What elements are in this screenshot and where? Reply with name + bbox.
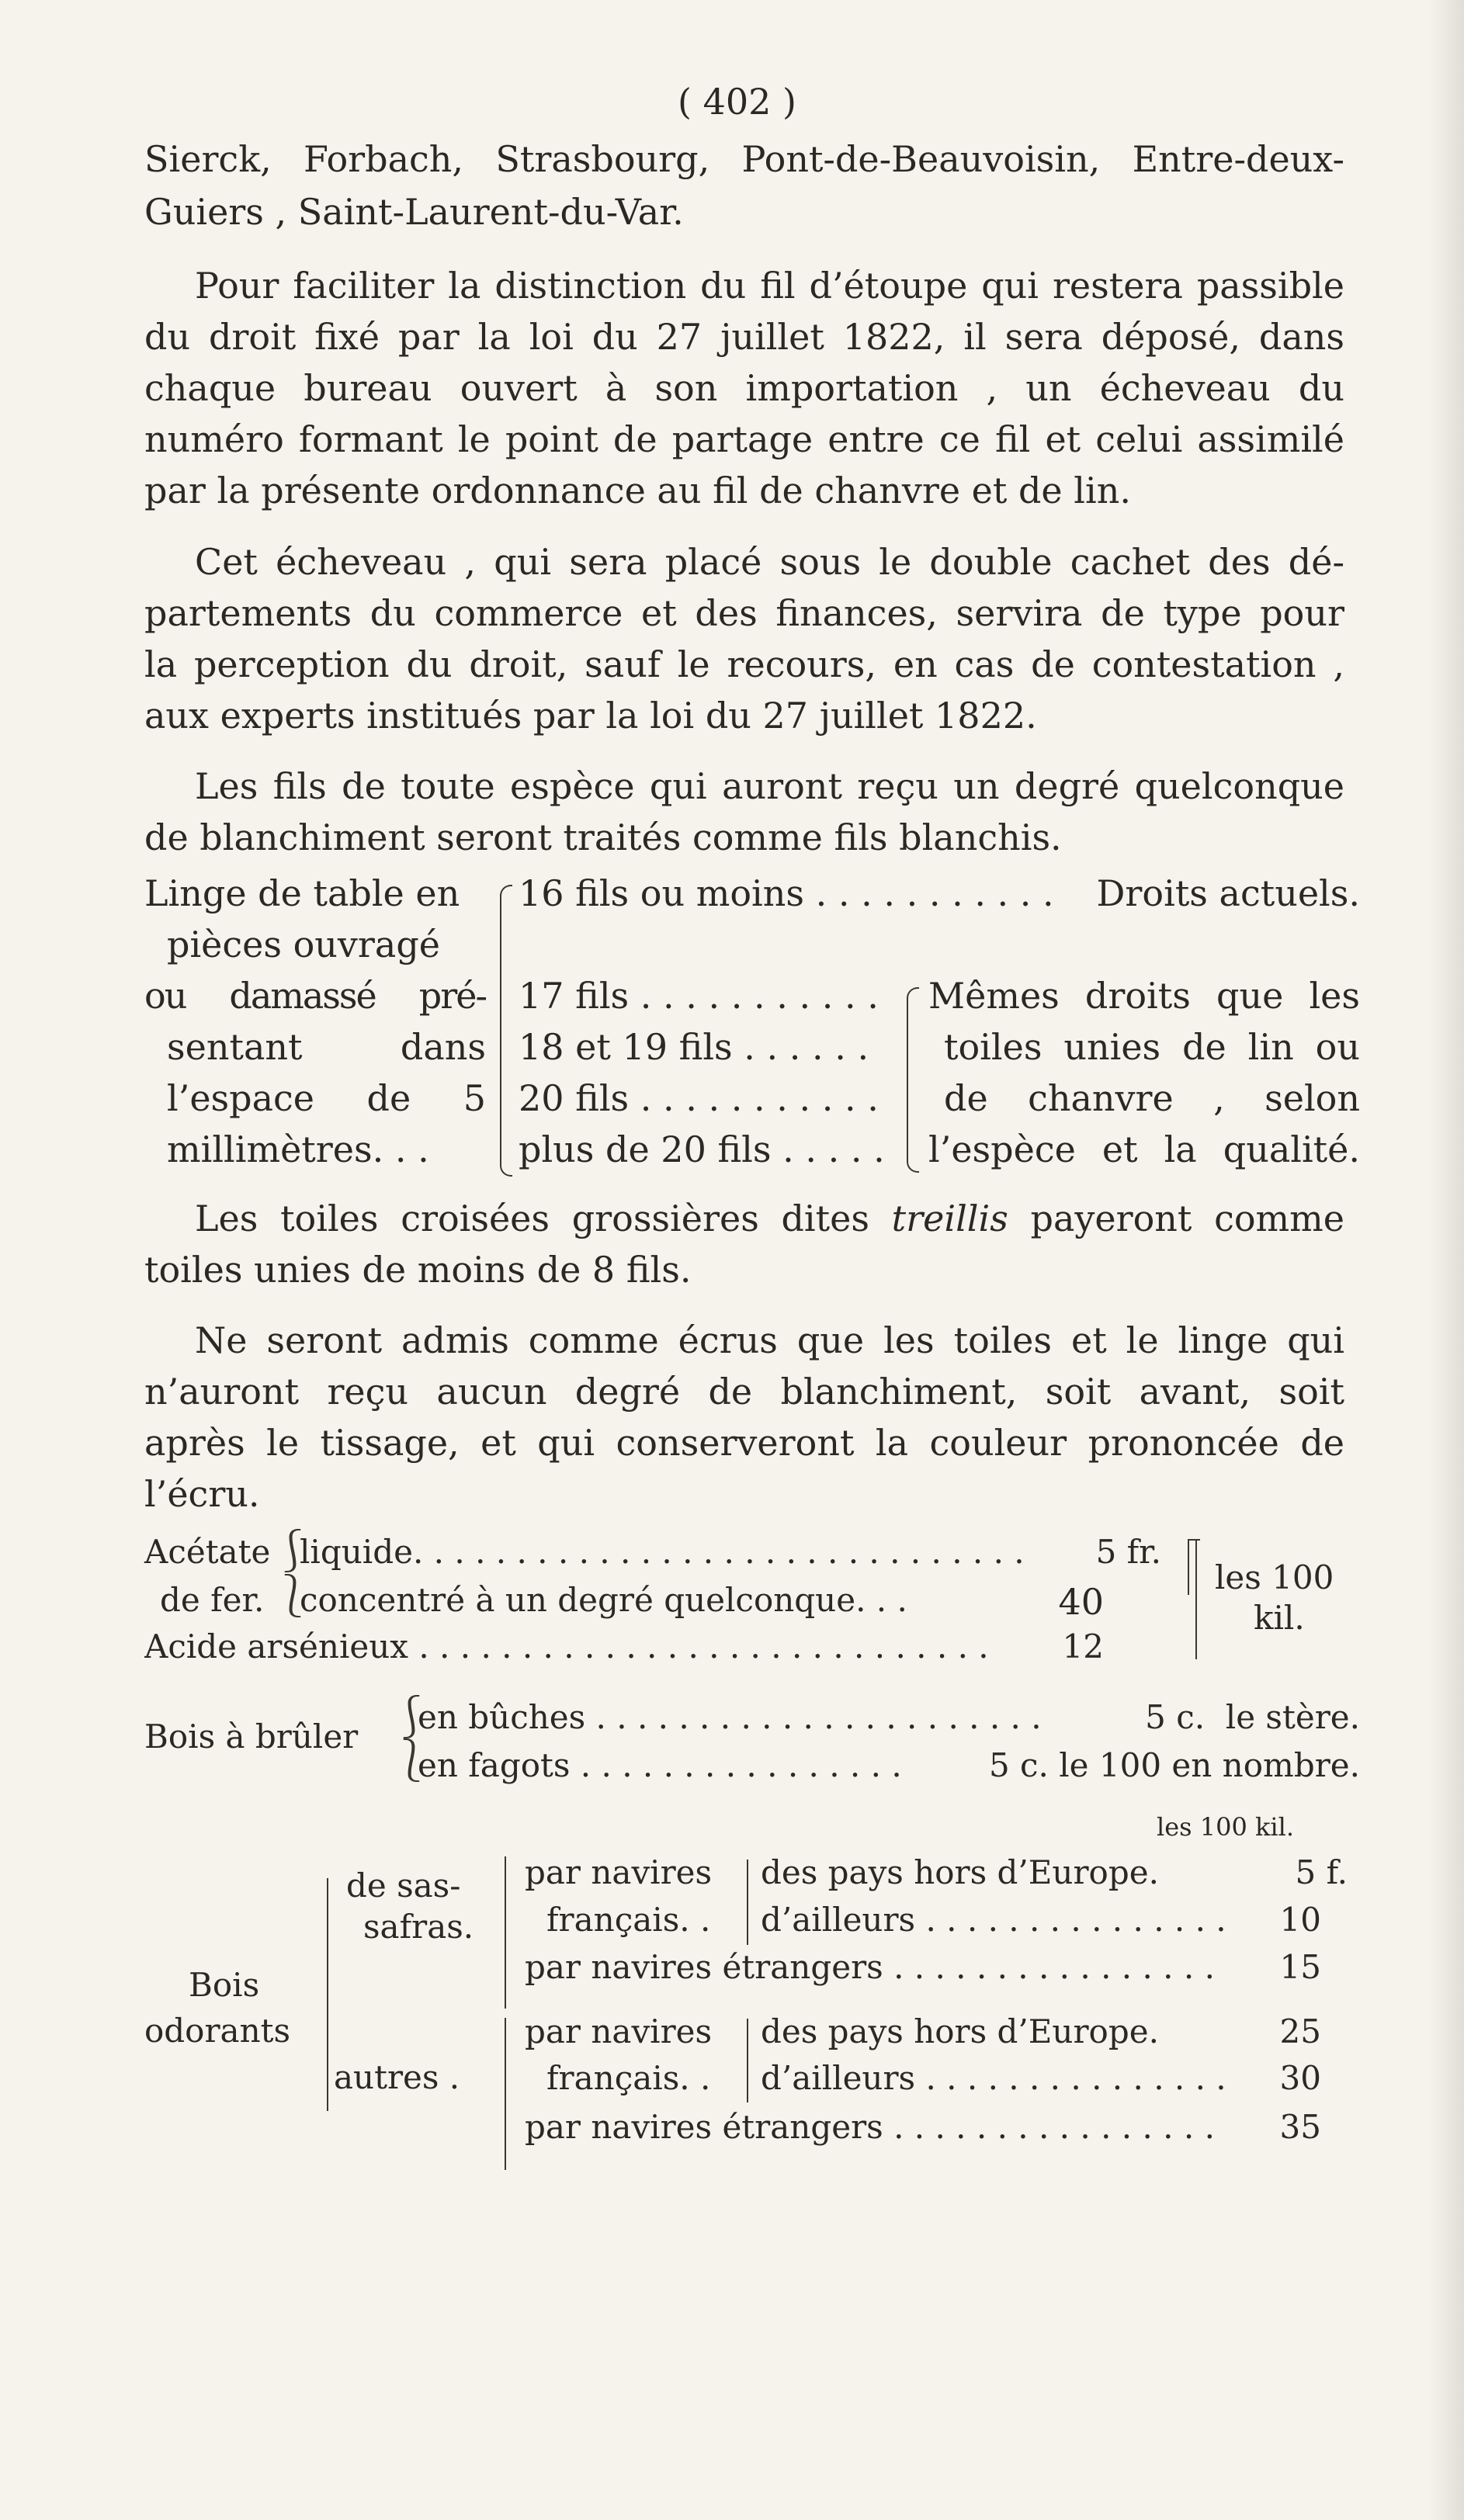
- sassafras-inner-brace: [747, 1860, 748, 1945]
- bois-bruler-value-2: 5 c. le 100 en nombre.: [988, 1746, 1360, 1784]
- acetate-brace-left-b: ⎱: [272, 1572, 314, 1620]
- autres-value-3: 35: [1279, 2108, 1321, 2146]
- bois-odorants-label-1: Bois: [189, 1966, 260, 2004]
- acetate-unit-brace: [1195, 1539, 1197, 1659]
- autres-value-1: 25: [1279, 2012, 1321, 2050]
- para4-line-2: toiles unies de moins de 8 fils.: [144, 1249, 692, 1291]
- page-number: ( 402 ): [678, 81, 796, 123]
- linge-row-1: [519, 872, 1062, 914]
- linge-right-brace-top: [907, 987, 919, 1086]
- linge-row-3-item: 18 et 19 fils . . .: [519, 1026, 883, 1068]
- linge-row-5: [519, 1128, 883, 1179]
- para2-line-4: aux experts institués par la loi du 27 juillet 1822.: [144, 695, 1037, 737]
- acetate-row-2-item: concentré à un degré quelconque. . .: [300, 1581, 907, 1619]
- autres-label: autres .: [334, 2058, 460, 2096]
- para1-line-4: numéro formant le point de partage entre ce fil et celui assimilé: [144, 418, 1344, 460]
- acetate-unit-1: les 100: [1215, 1558, 1334, 1596]
- sassafras-etrangers: par navires étrangers . . .: [525, 1948, 1226, 1986]
- autres-inner-brace: [747, 2019, 748, 2102]
- acetate-brace-left: ⎰: [272, 1527, 314, 1575]
- page-fold-shadow: [1428, 0, 1464, 2520]
- autres-francais: français. .: [546, 2059, 711, 2097]
- bois-bruler-brace-bottom: ⎱: [390, 1736, 432, 1785]
- sassafras-value-2: 10: [1279, 1901, 1321, 1939]
- sassafras-ailleurs-row: [761, 1901, 1226, 1946]
- linge-label-3: ou damassé pré-: [144, 975, 486, 1017]
- acetate-label-3: [144, 1627, 990, 1673]
- para5-line-1: Ne seront admis comme écrus que les toiles et le linge qui: [195, 1319, 1344, 1361]
- linge-label-5: l’espace de 5: [167, 1077, 486, 1119]
- acetate-label-3-text: Acide arsénieux . . .: [144, 1627, 990, 1666]
- para4-line-1: [195, 1198, 1344, 1239]
- autres-hors-europe: des pays hors d’Europe.: [761, 2012, 1159, 2050]
- acetate-row-1-item: liquide. . . .: [300, 1533, 1029, 1571]
- autres-etrangers-row: [525, 2108, 1226, 2154]
- bois-bruler-row-2: [418, 1746, 899, 1792]
- linge-label-6: millimètres. . .: [167, 1128, 429, 1170]
- para2-line-2: partements du commerce et des finances, servira de type pour: [144, 592, 1344, 634]
- para4-before: Les toiles croisées grossières dites: [195, 1198, 892, 1239]
- bois-bruler-row-2-item: en fagots . . .: [418, 1746, 899, 1784]
- acetate-row-1: [300, 1533, 1029, 1579]
- linge-row-2: [519, 975, 883, 1025]
- para5-line-2: n’auront reçu aucun degré de blanchiment, soit avant, soit: [144, 1371, 1344, 1413]
- linge-row-3: [519, 1026, 883, 1076]
- bois-bruler-value-1: 5 c. le stère.: [1145, 1698, 1360, 1736]
- autres-par-navires: par navires: [525, 2012, 713, 2050]
- autres-etrangers: par navires étrangers . . .: [525, 2108, 1226, 2146]
- sassafras-value-1: 5 f.: [1295, 1853, 1348, 1891]
- sassafras-brace: [505, 1856, 506, 2009]
- linge-row-4-item: 20 fils . . .: [519, 1077, 883, 1119]
- linge-label-2: pièces ouvragé: [167, 924, 440, 965]
- acetate-value-1: 5 fr.: [1095, 1533, 1161, 1571]
- para1-line-3: chaque bureau ouvert à son importation , un écheveau du: [144, 367, 1344, 409]
- linge-row-5-item: plus de 20 fils . . .: [519, 1128, 883, 1170]
- para1-line-2: du droit fixé par la loi du 27 juillet 1822, il sera déposé, dans: [144, 316, 1344, 358]
- sassafras-label-1: de sas-: [346, 1867, 461, 1905]
- linge-right-3: toiles unies de lin ou: [944, 1026, 1360, 1068]
- intro-line-1: Sierck, Forbach, Strasbourg, Pont-de-Beauvoisin, Entre-deux-: [144, 138, 1344, 180]
- linge-row-2-item: 17 fils . . .: [519, 975, 883, 1017]
- bois-bruler-brace-top: ⎰: [390, 1693, 432, 1742]
- acetate-label-2: de fer.: [160, 1581, 265, 1619]
- sassafras-ailleurs: d’ailleurs . . .: [761, 1901, 1226, 1939]
- sassafras-etrangers-row: [525, 1948, 1226, 1994]
- sassafras-hors-europe: des pays hors d’Europe.: [761, 1853, 1159, 1891]
- linge-row-1-item: 16 fils ou moins . . .: [519, 872, 1054, 914]
- autres-ailleurs-row: [761, 2059, 1226, 2105]
- para3-line-2: de blanchiment seront traités comme fils blanchis.: [144, 816, 1062, 858]
- acetate-unit-2: kil.: [1254, 1599, 1305, 1637]
- para4-italic: treillis: [891, 1198, 1008, 1239]
- sassafras-francais: français. .: [546, 1901, 711, 1939]
- linge-right-brace-bottom: [907, 1084, 919, 1173]
- linge-label-1: Linge de table en: [144, 872, 460, 914]
- linge-row-1-right: Droits actuels.: [1096, 872, 1360, 914]
- para1-line-5: par la présente ordonnance au fil de chanvre et de lin.: [144, 470, 1131, 511]
- para5-line-3: après le tissage, et qui conserveront la couleur prononcée de: [144, 1422, 1344, 1464]
- bois-bruler-label: Bois à brûler: [144, 1718, 359, 1756]
- acetate-value-3: 12: [1062, 1627, 1104, 1666]
- bois-odorants-unit-header: les 100 kil.: [1157, 1812, 1295, 1842]
- acetate-value-2: 40: [1058, 1581, 1104, 1623]
- sassafras-par-navires: par navires: [525, 1853, 713, 1891]
- sassafras-label-2: safras.: [363, 1908, 474, 1946]
- para2-line-3: la perception du droit, sauf le recours, en cas de contestation ,: [144, 643, 1344, 685]
- para5-line-4: l’écru.: [144, 1473, 260, 1515]
- linge-label-4: sentant dans: [167, 1026, 486, 1068]
- autres-brace: [505, 2018, 506, 2170]
- bois-bruler-row-1-item: en bûches . . .: [418, 1698, 1039, 1736]
- para1-line-1: Pour faciliter la distinction du fil d’étoupe qui restera passible: [195, 265, 1344, 307]
- autres-value-2: 30: [1279, 2059, 1321, 2097]
- para3-line-1: Les fils de toute espèce qui auront reçu un degré quelconque: [195, 765, 1344, 807]
- linge-brace-top: [500, 885, 512, 1010]
- autres-ailleurs: d’ailleurs . . .: [761, 2059, 1226, 2097]
- sassafras-value-3: 15: [1279, 1948, 1321, 1986]
- para4-after: payeront comme: [1008, 1198, 1344, 1239]
- linge-brace-bottom: [500, 1009, 512, 1177]
- acetate-label-1: Acétate: [144, 1533, 271, 1571]
- linge-row-4: [519, 1077, 883, 1128]
- linge-right-4: de chanvre , selon: [944, 1077, 1360, 1119]
- bois-bruler-row-1: [418, 1698, 1039, 1744]
- para2-line-1: Cet écheveau , qui sera placé sous le double cachet des dé-: [195, 541, 1344, 583]
- bois-odorants-outer-brace-top: [327, 1878, 338, 2018]
- bois-odorants-label-2: odorants: [144, 2012, 291, 2050]
- linge-right-2: Mêmes droits que les: [928, 975, 1360, 1017]
- intro-line-2: Guiers , Saint-Laurent-du-Var.: [144, 191, 684, 233]
- linge-right-5: l’espèce et la qualité.: [928, 1128, 1360, 1170]
- acetate-unit-brace-top: [1188, 1539, 1200, 1595]
